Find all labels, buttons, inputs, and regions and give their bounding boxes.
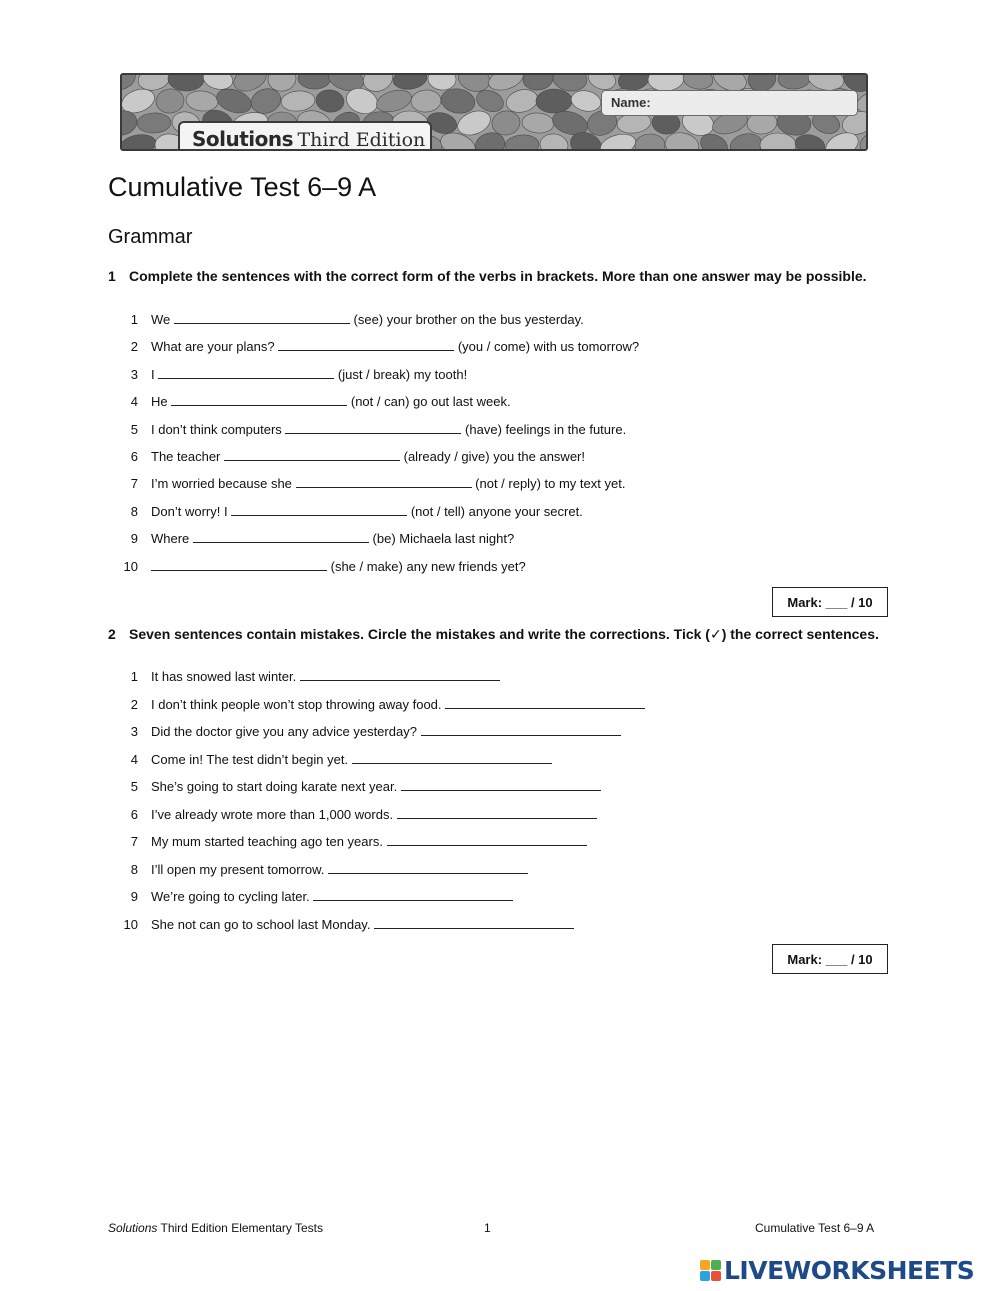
item-text-after: (have) feelings in the future. <box>465 421 627 437</box>
item-text-after: (not / can) go out last week. <box>350 394 511 410</box>
answer-blank[interactable] <box>193 531 369 543</box>
item-sentence: Come in! The test didn’t begin yet. <box>151 751 349 767</box>
item-text-after: (just / break) my tooth! <box>337 366 468 382</box>
q1-item <box>118 367 467 382</box>
brand-logo <box>178 121 432 151</box>
footer-page-number: 1 <box>484 1221 491 1235</box>
item-sentence: We’re going to cycling later. <box>151 889 310 904</box>
item-sentence: Did the doctor give you any advice yesterday? <box>151 724 417 739</box>
item-number: 9 <box>130 531 138 547</box>
q2-item <box>118 669 500 684</box>
footer-left <box>108 1221 323 1235</box>
item-text-before: I don’t think computers <box>151 421 282 437</box>
item-number: 2 <box>130 696 138 712</box>
item-number: 1 <box>130 669 138 684</box>
item-number: 7 <box>130 834 138 849</box>
correction-blank[interactable] <box>300 669 500 681</box>
item-number: 8 <box>130 861 138 877</box>
correction-blank[interactable] <box>421 724 621 736</box>
question-1-mark: Mark: ___ / 10 <box>787 594 873 610</box>
correction-blank[interactable] <box>401 779 601 791</box>
liveworksheets-logo[interactable] <box>700 1256 974 1285</box>
brand-edition: Third Edition <box>297 129 426 151</box>
item-text-before: He <box>151 394 168 410</box>
item-text-before: I <box>151 366 155 382</box>
answer-blank[interactable] <box>171 394 347 406</box>
item-text-after: (not / tell) anyone your secret. <box>410 503 583 519</box>
q2-item <box>118 724 621 739</box>
item-sentence: My mum started teaching ago ten years. <box>151 834 383 849</box>
footer-right: Cumulative Test 6–9 A <box>755 1221 875 1235</box>
answer-blank[interactable] <box>174 312 350 324</box>
question-1-text: Complete the sentences with the correct form of the verbs in brackets. More than one answer may be possible. <box>129 268 867 284</box>
section-heading: Grammar <box>108 226 193 248</box>
q2-item <box>118 752 552 767</box>
item-text-before: Where <box>151 531 190 547</box>
page-title: Cumulative Test 6–9 A <box>108 172 377 202</box>
item-number: 5 <box>130 779 138 794</box>
item-sentence: I’ve already wrote more than 1,000 words. <box>151 806 394 822</box>
footer-series: Solutions <box>108 1221 158 1235</box>
item-text-after: (already / give) you the answer! <box>403 449 585 464</box>
question-1-number: 1 <box>108 268 116 284</box>
pattern-pill <box>536 89 572 114</box>
item-number: 7 <box>130 476 138 492</box>
question-2-mark-box <box>772 944 888 974</box>
item-text-after: (you / come) with us tomorrow? <box>457 339 640 355</box>
item-number: 9 <box>130 889 138 904</box>
item-sentence: It has snowed last winter. <box>151 669 297 684</box>
logo-text: LIVEWORKSHEETS <box>724 1256 975 1285</box>
correction-blank[interactable] <box>352 752 552 764</box>
item-sentence: She not can go to school last Monday. <box>151 916 371 932</box>
logo-block <box>700 1260 710 1270</box>
correction-blank[interactable] <box>328 862 528 874</box>
item-number: 5 <box>130 421 138 437</box>
logo-blocks-icon <box>700 1260 721 1281</box>
item-sentence: I’ll open my present tomorrow. <box>151 861 325 877</box>
item-sentence: I don’t think people won’t stop throwing away food. <box>151 696 442 712</box>
item-sentence: She’s going to start doing karate next year. <box>151 779 398 794</box>
item-text-after: (she / make) any new friends yet? <box>330 558 526 574</box>
q2-item <box>118 917 574 932</box>
correction-blank[interactable] <box>445 697 645 709</box>
q1-item <box>118 422 626 437</box>
correction-blank[interactable] <box>374 917 574 929</box>
item-number: 6 <box>130 806 138 822</box>
item-text-before: I’m worried because she <box>151 476 292 492</box>
question-2-mark: Mark: ___ / 10 <box>787 951 873 967</box>
q1-item <box>118 339 639 354</box>
q1-item <box>118 504 583 519</box>
logo-block <box>711 1260 721 1270</box>
correction-blank[interactable] <box>387 834 587 846</box>
item-number: 1 <box>130 312 138 327</box>
name-field[interactable] <box>601 90 858 116</box>
q1-item <box>118 449 585 464</box>
q1-item <box>118 476 625 491</box>
q2-item <box>118 834 587 849</box>
answer-blank[interactable] <box>231 504 407 516</box>
item-text-after: (be) Michaela last night? <box>372 531 515 547</box>
item-number: 8 <box>130 503 138 519</box>
question-2-number: 2 <box>108 626 116 642</box>
q2-item <box>118 807 597 822</box>
answer-blank[interactable] <box>285 422 461 434</box>
q1-item <box>118 559 526 574</box>
item-text-before: What are your plans? <box>151 339 275 355</box>
q1-item <box>118 394 511 409</box>
question-1-instruction <box>108 267 883 285</box>
item-text-after: (not / reply) to my text yet. <box>475 476 626 492</box>
q2-item <box>118 697 645 712</box>
item-number: 6 <box>130 449 138 464</box>
q2-item <box>118 779 601 794</box>
item-text-after: (see) your brother on the bus yesterday. <box>353 312 584 327</box>
item-number: 4 <box>130 394 138 410</box>
question-1-mark-box <box>772 587 888 617</box>
q2-item <box>118 862 528 877</box>
item-number: 10 <box>123 558 138 574</box>
item-text-before: We <box>151 312 171 327</box>
item-number: 2 <box>130 339 138 355</box>
logo-block <box>711 1271 721 1281</box>
footer-series-rest: Third Edition Elementary Tests <box>157 1221 324 1235</box>
answer-blank[interactable] <box>296 476 472 488</box>
item-number: 3 <box>130 724 138 739</box>
item-number: 3 <box>130 366 138 382</box>
correction-blank[interactable] <box>313 889 513 901</box>
correction-blank[interactable] <box>397 807 597 819</box>
logo-block <box>700 1271 710 1281</box>
question-2-text: Seven sentences contain mistakes. Circle the mistakes and write the corrections. Tick (✓) the correct sentences. <box>129 626 879 642</box>
question-2-instruction <box>108 625 883 643</box>
q1-item <box>118 531 514 546</box>
answer-blank[interactable] <box>158 367 334 379</box>
header-banner <box>120 73 868 151</box>
item-number: 4 <box>130 751 138 767</box>
q2-item <box>118 889 513 904</box>
item-text-before: Don’t worry! I <box>151 503 228 519</box>
brand-bold: Solutions <box>192 127 294 151</box>
answer-blank[interactable] <box>151 559 327 571</box>
name-label: Name: <box>611 95 651 110</box>
item-number: 10 <box>123 916 138 932</box>
item-text-before: The teacher <box>151 449 221 464</box>
q1-item <box>118 312 584 327</box>
answer-blank[interactable] <box>224 449 400 461</box>
answer-blank[interactable] <box>278 339 454 351</box>
